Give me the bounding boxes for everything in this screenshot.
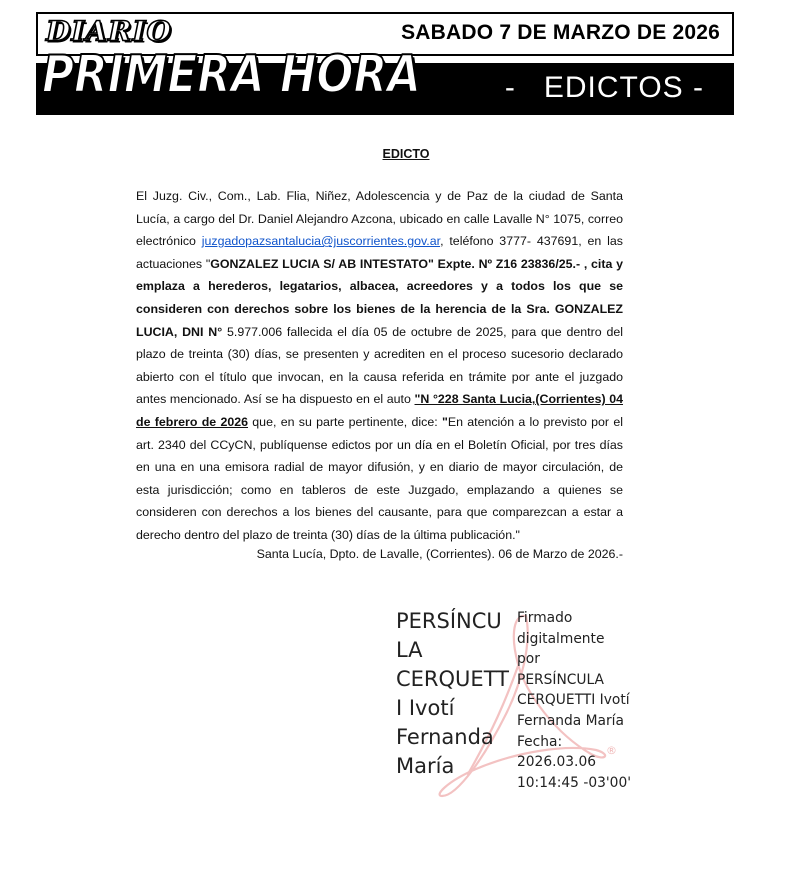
- logo-diario-text: DIARIO: [46, 15, 172, 48]
- edict-body: [136, 185, 623, 547]
- edict-paragraph: El Juzg. Civ., Com., Lab. Flia, Niñez, Adolescencia y de Paz de la ciudad de Santa Lucía, a cargo del Dr. Daniel Alejandro Azcona, ubicado en calle Lavalle N° 1075, correo electrónico juzgadopazsantalucia@juscorrientes.gov.ar, teléfono 3777- 437691, en las actuaciones "GONZALEZ LUCIA S/ AB INTESTATO" Expte. Nº Z16 23836/25.- , cita y emplaza a herederos, legatarios, albacea, acreedores y a todos los que se consideren con derechos sobre los bienes de la herencia de la Sra. GONZALEZ LUCIA, DNI N° 5.977.006 fallecida el día 05 de octubre de 2025, para que dentro del plazo de treinta (30) días, se presenten y acrediten en el proceso sucesorio declarado abierto con el título que invocan, en la causa referida en trámite por ante el juzgado antes mencionado. Así se ha dispuesto en el auto "N °228 Santa Lucia,(Corrientes) 04 de febrero de 2026 que, en su parte pertinente, dice: "En atención a lo previsto por el art. 2340 del CCyCN, publíquense edictos por un día en el Boletín Oficial, por tres días en una en una emisora radial de mayor difusión, y en diario de mayor circulación, de esta jurisdicción; como en tableros de este Juzgado, emplazando a quienes se consideren con derechos a los bienes del causante, para que comparezcan a estar a derecho dentro del plazo de treinta (30) días de la última publicación.": [136, 189, 624, 542]
- signature-details: Firmado digitalmente por PERSÍNCULA CERQUETTI Ivotí Fernanda María Fecha: 2026.03.06 10:14:45 -03'00': [517, 610, 632, 791]
- signer-name: PERSÍNCU LA CERQUETT I Ivotí Fernanda María: [396, 609, 509, 778]
- auto-reference: "N °228 Santa Lucia,(Corrientes) 04 de febrero de 2026: [136, 392, 623, 429]
- closing-place-date: Santa Lucía, Dpto. de Lavalle, (Corrientes). 06 de Marzo de 2026.-: [256, 547, 623, 561]
- logo-primera-hora-text: PRIMERA HORA: [42, 45, 421, 105]
- digital-signature: [396, 604, 646, 804]
- case-caption: GONZALEZ LUCIA S/ AB INTESTATO" Expte. Nº Z16 23836/25.-: [210, 256, 581, 271]
- quoted-resolution: En atención a lo previsto por el art. 2340 del CCyCN, publíquense edictos por un día en el Boletín Oficial, por tres días en una en una emisora radial de mayor difusión, y en diario de mayor circulación, de esta jurisdicción; como en tableros de este Juzgado, emplazando a quienes se consideren con derechos a los bienes del causante, para que comparezcan a estar a derecho dentro del plazo de treinta (30) días de la última publicación.": [136, 414, 623, 542]
- section-title: - EDICTOS -: [504, 71, 704, 104]
- registered-mark: ®: [606, 744, 617, 757]
- edict-title: EDICTO: [382, 147, 430, 161]
- court-email-link[interactable]: juzgadopazsantalucia@juscorrientes.gov.ar: [201, 234, 441, 249]
- publication-date: SABADO 7 DE MARZO DE 2026: [401, 21, 720, 44]
- deceased-name: GONZALEZ LUCIA, DNI N°: [136, 301, 623, 339]
- newspaper-header: [36, 12, 734, 115]
